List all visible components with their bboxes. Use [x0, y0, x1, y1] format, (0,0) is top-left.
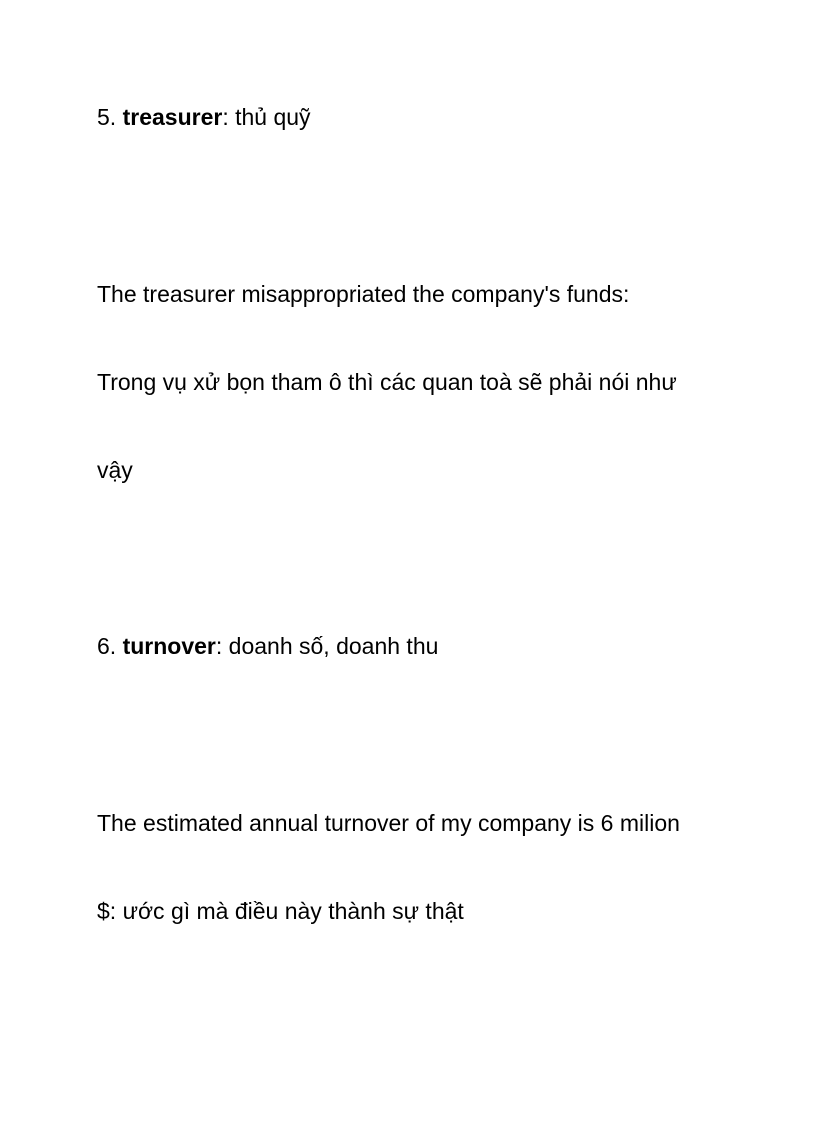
entry-6-heading — [97, 631, 438, 661]
entry-5-example-line-2: Trong vụ xử bọn tham ô thì các quan toà sẽ phải nói như — [97, 369, 677, 395]
entry-number: 5. — [97, 104, 117, 130]
entry-number: 6. — [97, 633, 117, 659]
entry-term: treasurer — [122, 104, 223, 130]
entry-6-example-line-2: $: ước gì mà điều này thành sự thật — [97, 898, 464, 924]
entry-5-heading — [97, 102, 311, 132]
entry-definition: : thủ quỹ — [222, 104, 311, 130]
entry-5-example-line-3: vậy — [97, 457, 133, 483]
entry-definition: : doanh số, doanh thu — [215, 633, 439, 659]
entry-term: turnover — [122, 633, 216, 659]
entry-5-example-line-1: The treasurer misappropriated the company's funds: — [97, 281, 630, 307]
entry-6-example-line-1: The estimated annual turnover of my company is 6 milion — [97, 810, 680, 836]
